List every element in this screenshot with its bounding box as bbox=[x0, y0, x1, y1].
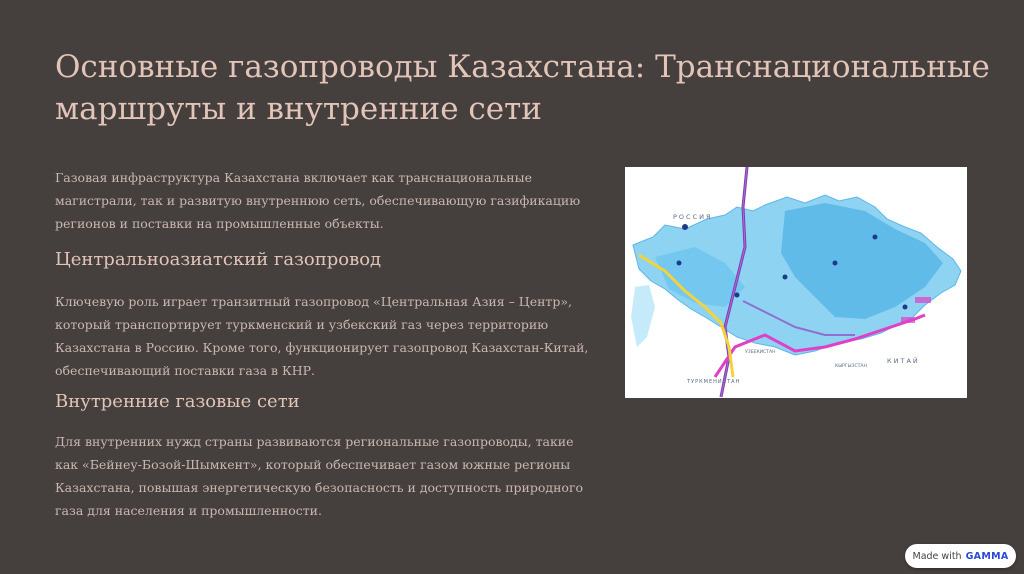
section-text-central-asia: Ключевую роль играет транзитный газопровод «Центральная Азия – Центр», который транспортирует туркменский и узбекский газ через территорию Казахстана в Россию. Кроме того, функционирует газопровод Казахстан-Китай, обеспечивающий поставки газа в КНР. bbox=[55, 294, 589, 378]
made-with-gamma-badge[interactable] bbox=[905, 544, 1016, 568]
section-heading-internal-networks: Внутренние газовые сети bbox=[55, 391, 300, 412]
gamma-logo: GAMMA bbox=[965, 550, 1009, 562]
map-label-russia: РОССИЯ bbox=[673, 213, 713, 221]
pipeline-map-image bbox=[625, 167, 967, 398]
intro-paragraph: Газовая инфраструктура Казахстана включает как транснациональные магистрали, так и развитую внутреннюю сеть, обеспечивающую газификацию регионов и поставки на промышленные объекты. bbox=[55, 170, 581, 231]
caspian-sea bbox=[631, 285, 655, 347]
badge-prefix: Made with bbox=[912, 550, 962, 562]
section-heading-central-asia: Центральноазиатский газопровод bbox=[55, 249, 382, 270]
map-label-uzbekistan: УЗБЕКИСТАН bbox=[745, 350, 776, 355]
section-text-internal-networks: Для внутренних нужд страны развиваются региональные газопроводы, такие как «Бейнеу-Бозой-Шымкент», который обеспечивает газом южные регионы Казахстана, повышая энергетическую безопасность и доступность природного газа для населения и промышленности. bbox=[55, 434, 584, 518]
map-label-kyrgyzstan: КЫРГЫЗСТАН bbox=[835, 364, 867, 369]
map-label-turkmenistan: ТУРКМЕНИСТАН bbox=[687, 379, 741, 385]
page-title: Основные газопроводы Казахстана: Транснациональные маршруты и внутренние сети bbox=[55, 49, 990, 127]
map-label-china: КИТАЙ bbox=[887, 357, 920, 365]
